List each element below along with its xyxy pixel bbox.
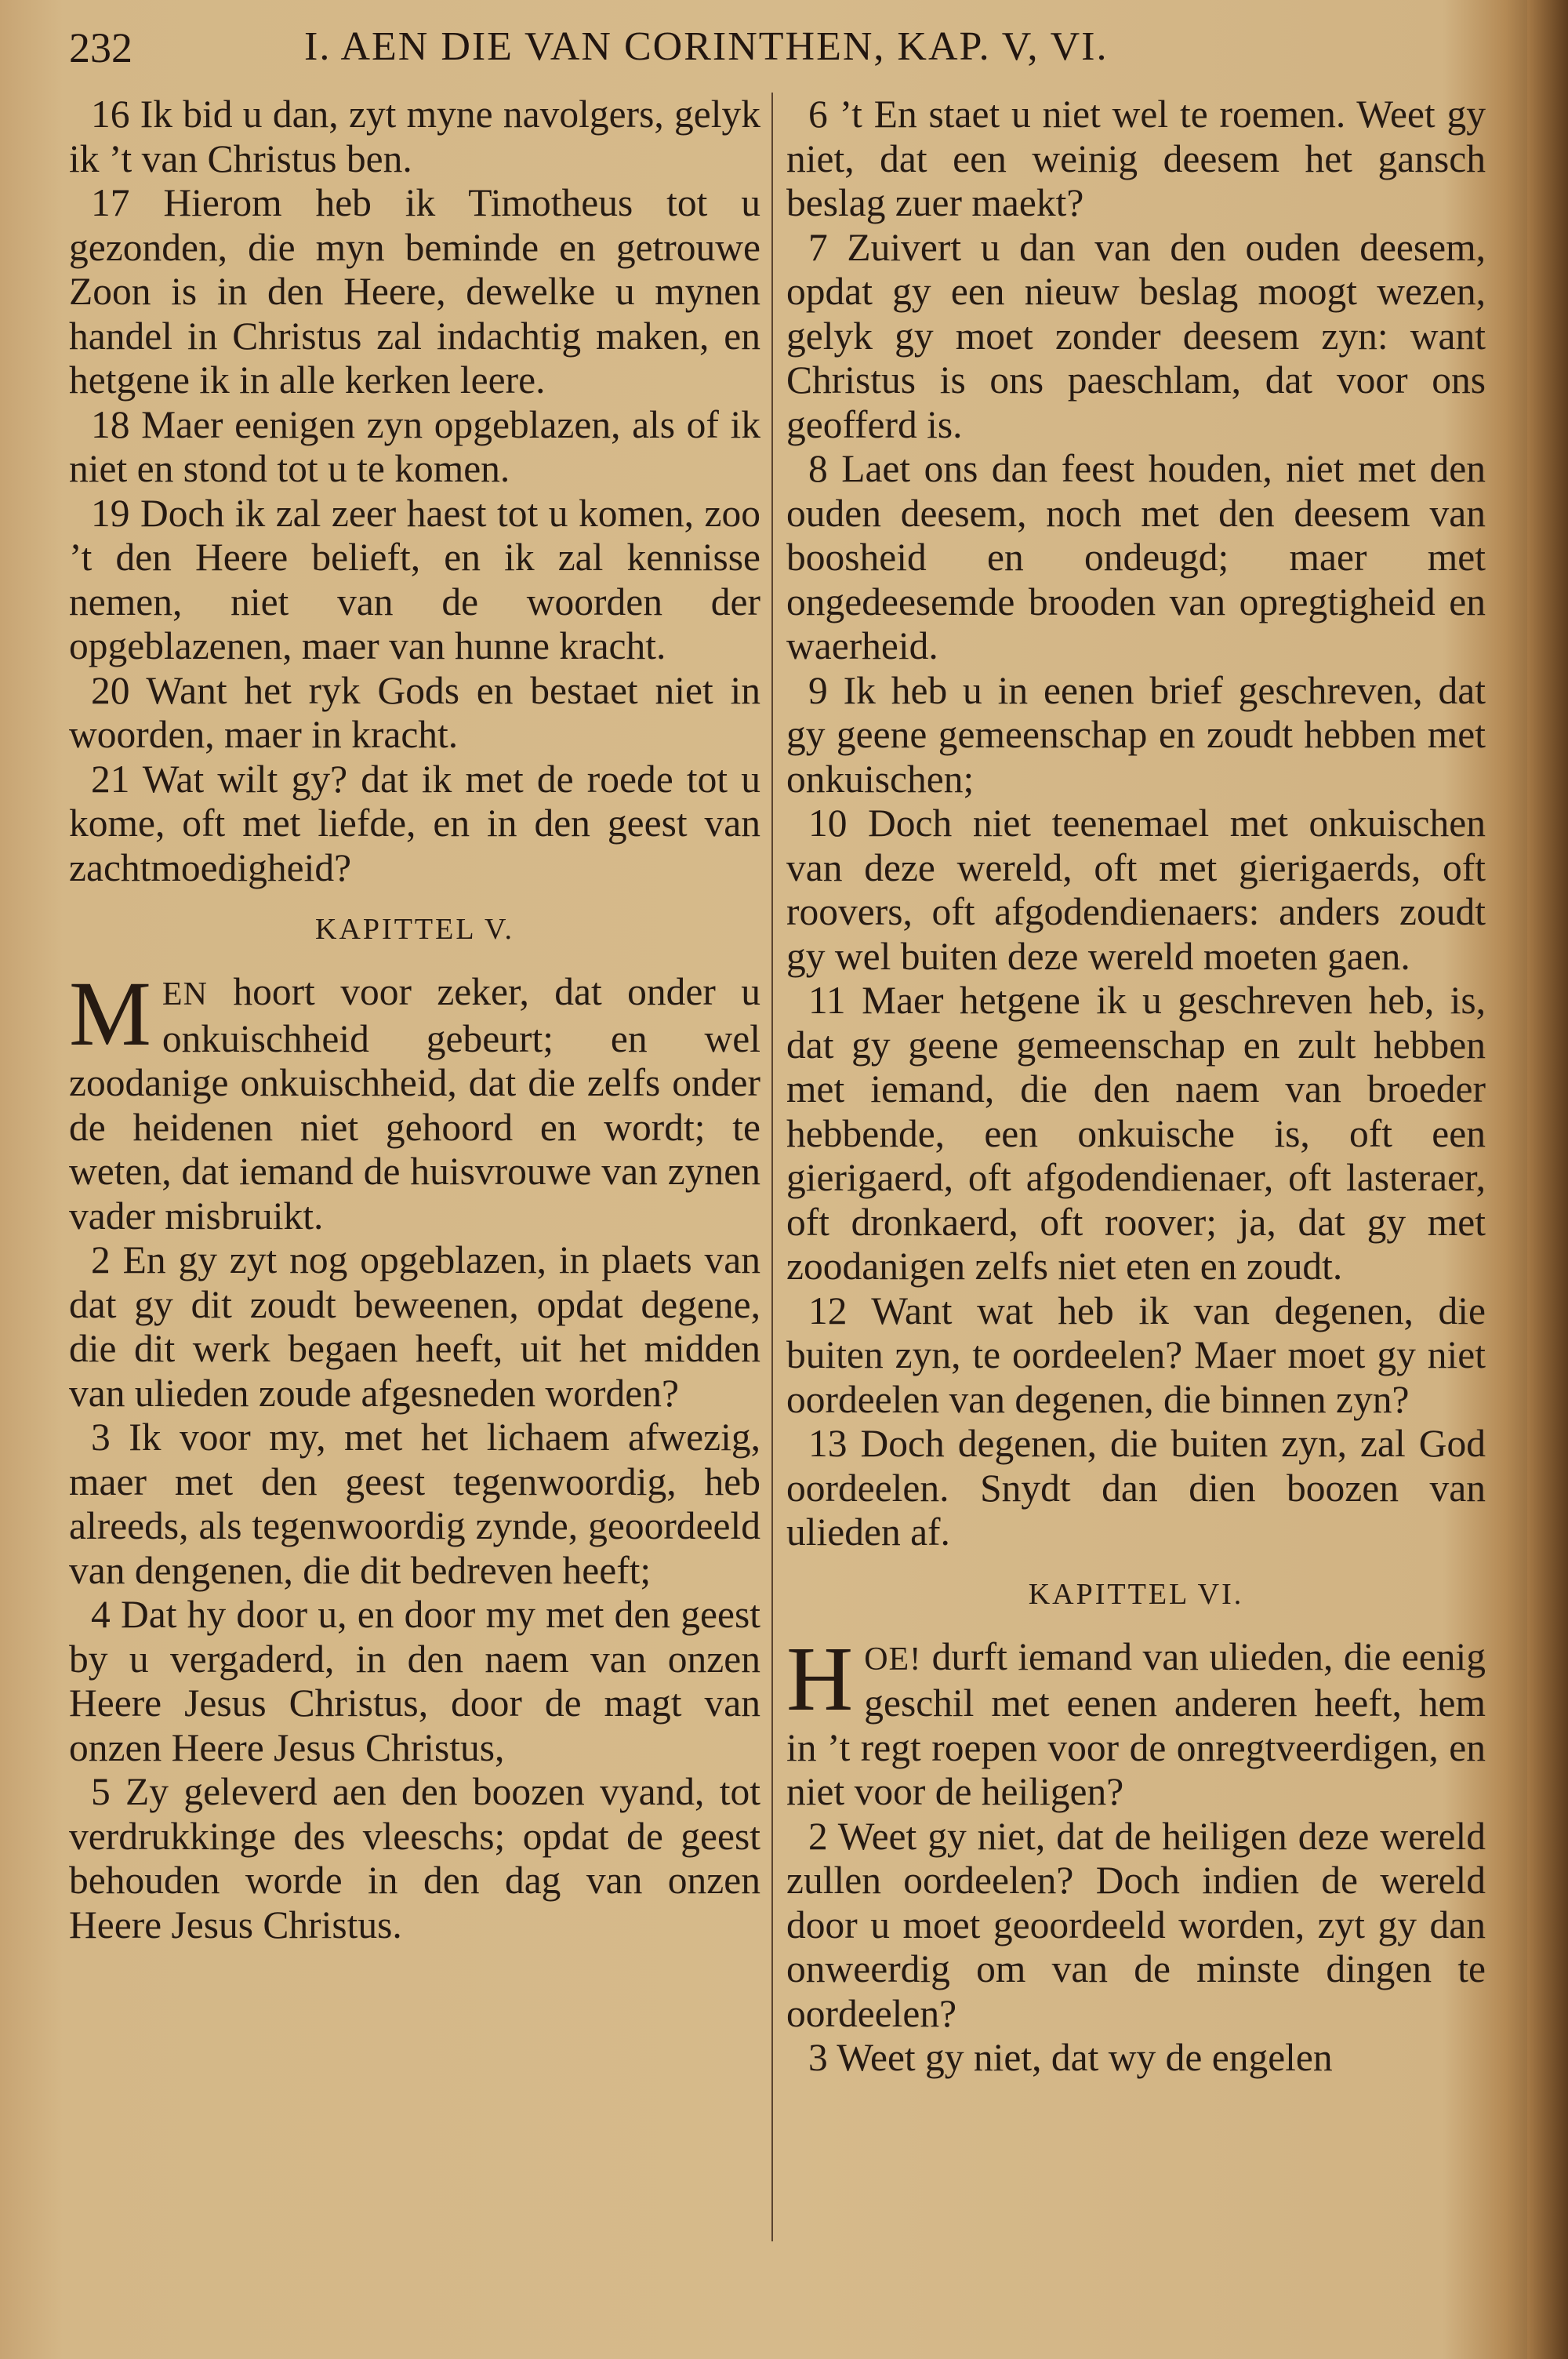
verse: 2 En gy zyt nog opgeblazen, in plaets van dat gy dit zoudt beweenen, opdat degene, die dit werk begaen heeft, uit het midden van ulieden zoude afgesneden worden? (69, 1238, 760, 1415)
verse: 5 Zy geleverd aen den boozen vyand, tot verdrukkinge des vleeschs; opdat de geest behouden worde in den dag van onzen Heere Jesus Christus. (69, 1770, 760, 1946)
chapter-title: KAPITTEL VI. (1028, 1577, 1244, 1611)
chapter-opening-paragraph (69, 962, 760, 1238)
verse: 18 Maer eenigen zyn opgeblazen, als of ik niet en stond tot u te komen. (69, 402, 760, 490)
verse: 21 Wat wilt gy? dat ik met de roede tot u kome, oft met liefde, en in den geest van zachtmoedigheid? (69, 757, 760, 889)
verse: 12 Want wat heb ik van degenen, die buiten zyn, te oordeelen? Maer moet gy niet oordeelen van degenen, die binnen zyn? (786, 1289, 1486, 1421)
verse: 11 Maer hetgene ik u geschreven heb, is, dat gy geene gemeenschap en zult hebben met iemand, die den naem van broeder hebbende, een onkuische is, oft een gierigaerd, oft afgodendienaer, oft lasteraer, oft dronkaerd, oft roover; ja, dat gy met zoodanigen zelfs niet eten en zoudt. (786, 979, 1486, 1288)
small-caps-lead: OE! (864, 1641, 922, 1677)
next-page-edge (1527, 0, 1568, 2359)
verse: 17 Hierom heb ik Timotheus tot u gezonden, die myn beminde en getrouwe Zoon is in den Heere, dewelke u mynen handel in Christus zal indachtig maken, en hetgene ik in alle kerken leere. (69, 181, 760, 402)
verse: 20 Want het ryk Gods en bestaet niet in woorden, maer in kracht. (69, 668, 760, 756)
drop-cap: M (69, 962, 151, 1065)
page-header (69, 24, 1480, 86)
verse: 13 Doch degenen, die buiten zyn, zal God oordeelen. Snydt dan dien boozen van ulieden af. (786, 1422, 1486, 1554)
verse: 3 Ik voor my, met het lichaem afwezig, maer met den geest tegenwoordig, heb alreeds, als tegenwoordig zynde, geoordeeld van dengenen, die dit bedreven heeft; (69, 1416, 760, 1592)
chapter-opening-paragraph (786, 1627, 1486, 1815)
left-column (69, 93, 760, 1947)
verse: 16 Ik bid u dan, zyt myne navolgers, gelyk ik ’t van Christus ben. (69, 93, 760, 180)
verse: 2 Weet gy niet, dat de heiligen deze wereld zullen oordeelen? Doch indien de wereld door u moet geoordeeld worden, zyt gy dan onweerdig om van de minste dingen te oordeelen? (786, 1814, 1486, 2035)
column-divider (771, 93, 773, 2241)
verse: 10 Doch niet teenemael met onkuischen van deze wereld, oft met gierigaerds, oft roovers, oft afgodendienaers: anders zoudt gy wel buiten deze wereld moeten gaen. (786, 801, 1486, 978)
running-head: I. AEN DIE VAN CORINTHEN, KAP. V, VI. (304, 24, 1109, 69)
verse: 6 ’t En staet u niet wel te roemen. Weet gy niet, dat een weinig deesem het gansch beslag zuer maekt? (786, 93, 1486, 224)
verse: 4 Dat hy door u, en door my met den geest by u vergaderd, in den naem van onzen Heere Jesus Christus, door de magt van onzen Heere Jesus Christus, (69, 1593, 760, 1769)
chapter-title: KAPITTEL V. (315, 913, 514, 946)
verse: 8 Laet ons dan feest houden, niet met den ouden deesem, noch met den deesem van boosheid en ondeugd; maer met ongedeesemde brooden van opregtigheid en waerheid. (786, 447, 1486, 667)
drop-cap: H (786, 1627, 854, 1730)
opening-text: hoort voor zeker, dat onder u onkuischheid gebeurt; en wel zoodanige onkuischheid, dat die zelfs onder de heidenen niet gehoord en wordt; te weten, dat iemand de huisvrouwe van zynen vader misbruikt. (69, 970, 760, 1238)
opening-text: durft iemand van ulieden, die eenig geschil met eenen anderen heeft, hem in ’t regt roepen voor de onregtveerdigen, en niet voor de heiligen? (786, 1634, 1486, 1813)
page-number: 232 (69, 24, 132, 71)
verse: 19 Doch ik zal zeer haest tot u komen, zoo ’t den Heere belieft, en ik zal kennisse nemen, niet van de woorden der opgeblazenen, maer van hunne kracht. (69, 491, 760, 667)
small-caps-lead: EN (162, 976, 208, 1012)
verse: 7 Zuivert u dan van den ouden deesem, opdat gy een nieuw beslag moogt wezen, gelyk gy moet zonder deesem zyn: want Christus is ons paeschlam, dat voor ons geofferd is. (786, 225, 1486, 446)
verse: 3 Weet gy niet, dat wy de engelen (808, 2036, 1333, 2079)
verse: 9 Ik heb u in eenen brief geschreven, dat gy geene gemeenschap en zoudt hebben met onkuischen; (786, 668, 1486, 801)
right-column (786, 93, 1486, 2081)
